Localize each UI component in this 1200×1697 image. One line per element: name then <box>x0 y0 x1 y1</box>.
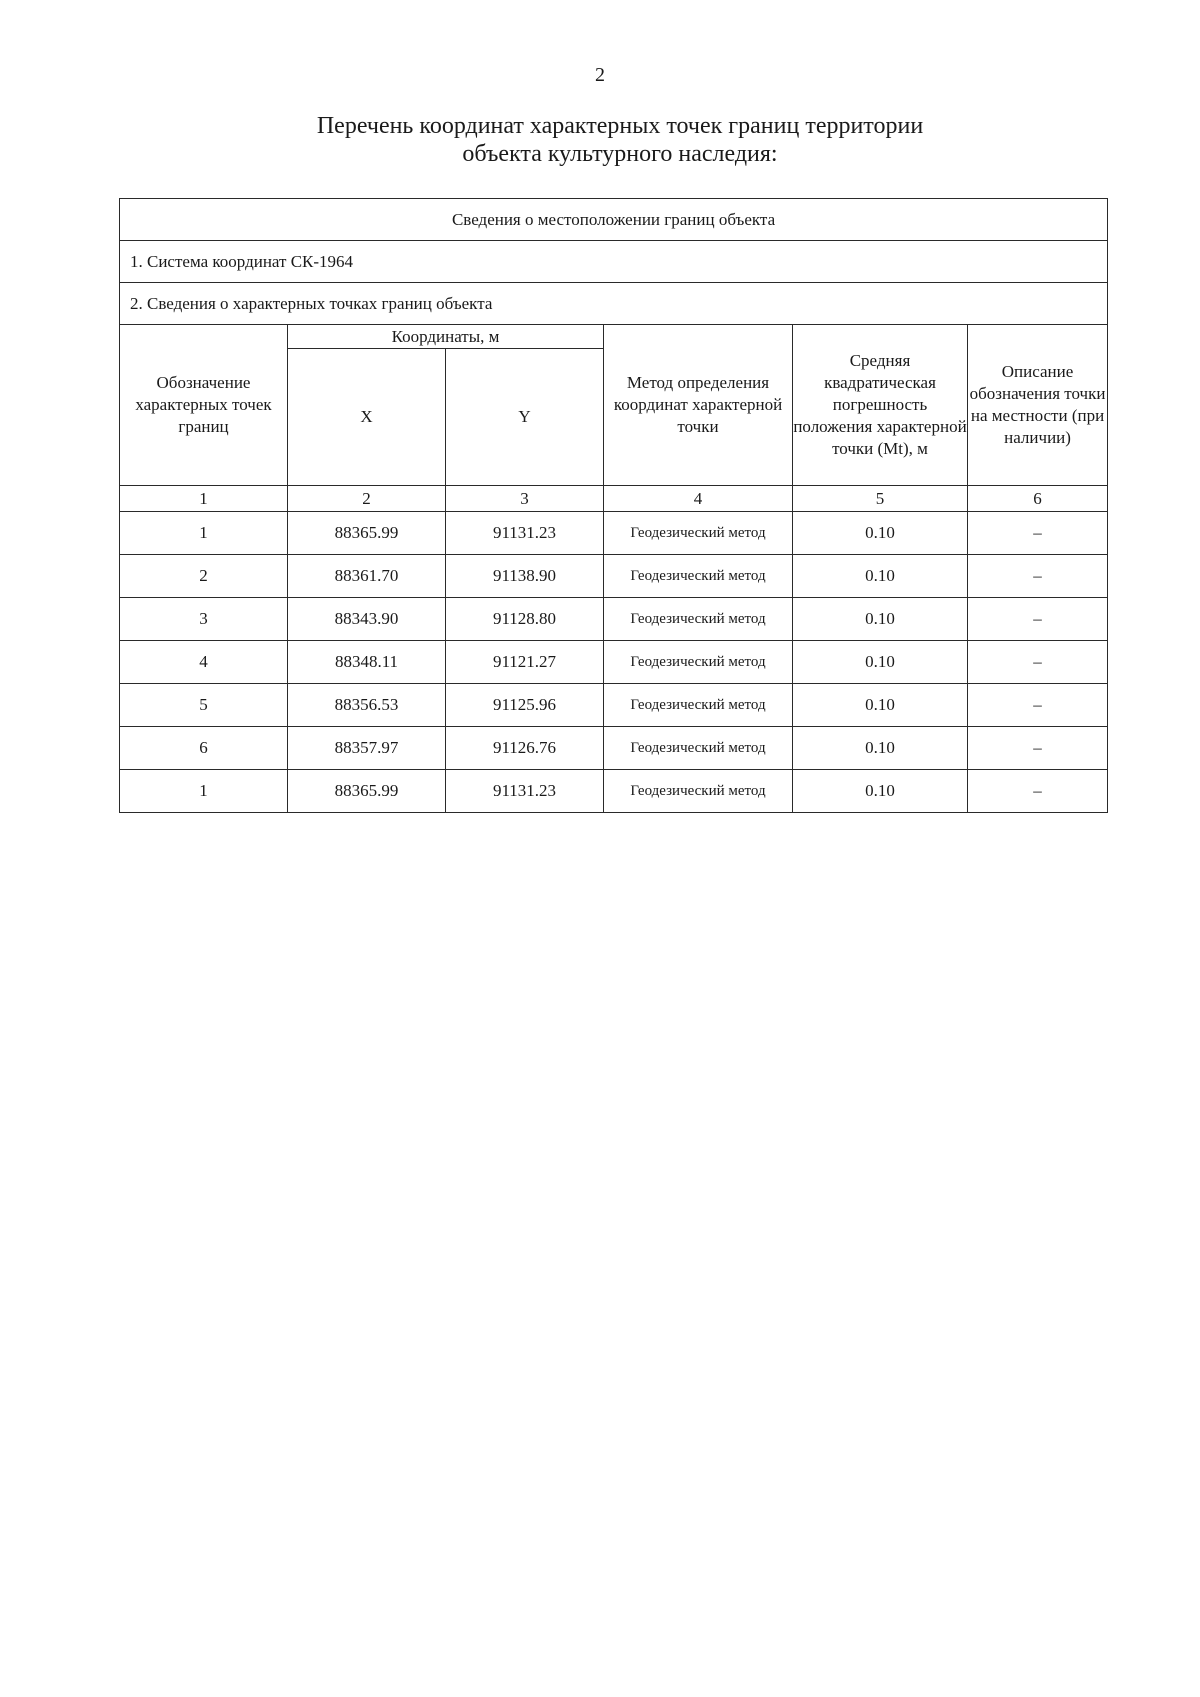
points-info: 2. Сведения о характерных точках границ объекта <box>120 283 1108 325</box>
table-row <box>120 727 1108 770</box>
cell-error: 0.10 <box>793 727 968 770</box>
cell-method: Геодезический метод <box>604 598 793 641</box>
cell-description: – <box>968 512 1108 555</box>
cell-method: Геодезический метод <box>604 641 793 684</box>
header-description: Описание обозначения точки на местности (при наличии) <box>968 325 1108 486</box>
title-line-2: объекта культурного наследия: <box>462 141 778 167</box>
cell-error: 0.10 <box>793 684 968 727</box>
table-row <box>120 770 1108 813</box>
cell-error: 0.10 <box>793 598 968 641</box>
table-row <box>120 641 1108 684</box>
header-error: Средняя квадратическая погрешность положения характерной точки (Mt), м <box>793 325 968 486</box>
cell-x: 88361.70 <box>288 555 446 598</box>
page-number: 2 <box>595 64 605 86</box>
cell-error: 0.10 <box>793 512 968 555</box>
cell-error: 0.10 <box>793 641 968 684</box>
cell-y: 91138.90 <box>446 555 604 598</box>
cell-point: 3 <box>120 598 288 641</box>
cell-y: 91121.27 <box>446 641 604 684</box>
column-number: 1 <box>120 486 288 512</box>
cell-x: 88343.90 <box>288 598 446 641</box>
cell-error: 0.10 <box>793 770 968 813</box>
table-row <box>120 598 1108 641</box>
table-row <box>120 512 1108 555</box>
column-number: 4 <box>604 486 793 512</box>
coordinates-table <box>119 198 1108 813</box>
cell-point: 1 <box>120 512 288 555</box>
cell-description: – <box>968 555 1108 598</box>
cell-y: 91131.23 <box>446 512 604 555</box>
cell-method: Геодезический метод <box>604 555 793 598</box>
header-y: Y <box>446 349 604 486</box>
cell-description: – <box>968 598 1108 641</box>
cell-x: 88365.99 <box>288 512 446 555</box>
cell-method: Геодезический метод <box>604 770 793 813</box>
cell-y: 91126.76 <box>446 727 604 770</box>
cell-description: – <box>968 770 1108 813</box>
title-line-1: Перечень координат характерных точек границ территории <box>316 113 924 139</box>
column-number: 5 <box>793 486 968 512</box>
cell-description: – <box>968 727 1108 770</box>
cell-point: 6 <box>120 727 288 770</box>
cell-method: Геодезический метод <box>604 684 793 727</box>
header-method: Метод определения координат характерной точки <box>604 325 793 486</box>
cell-y: 91131.23 <box>446 770 604 813</box>
column-number: 3 <box>446 486 604 512</box>
section-header: Сведения о местоположении границ объекта <box>120 199 1108 241</box>
cell-x: 88365.99 <box>288 770 446 813</box>
cell-description: – <box>968 641 1108 684</box>
cell-x: 88348.11 <box>288 641 446 684</box>
header-coordinates: Координаты, м <box>288 325 604 349</box>
cell-point: 1 <box>120 770 288 813</box>
cell-point: 5 <box>120 684 288 727</box>
document-title <box>200 112 1040 168</box>
cell-description: – <box>968 684 1108 727</box>
cell-y: 91125.96 <box>446 684 604 727</box>
cell-x: 88356.53 <box>288 684 446 727</box>
cell-point: 4 <box>120 641 288 684</box>
coordinate-system: 1. Система координат СК-1964 <box>120 241 1108 283</box>
cell-point: 2 <box>120 555 288 598</box>
cell-x: 88357.97 <box>288 727 446 770</box>
header-x: X <box>288 349 446 486</box>
column-number: 2 <box>288 486 446 512</box>
cell-method: Геодезический метод <box>604 727 793 770</box>
cell-method: Геодезический метод <box>604 512 793 555</box>
table-row <box>120 684 1108 727</box>
cell-error: 0.10 <box>793 555 968 598</box>
header-designation: Обозначение характерных точек границ <box>120 325 288 486</box>
cell-y: 91128.80 <box>446 598 604 641</box>
column-number: 6 <box>968 486 1108 512</box>
table-row <box>120 555 1108 598</box>
